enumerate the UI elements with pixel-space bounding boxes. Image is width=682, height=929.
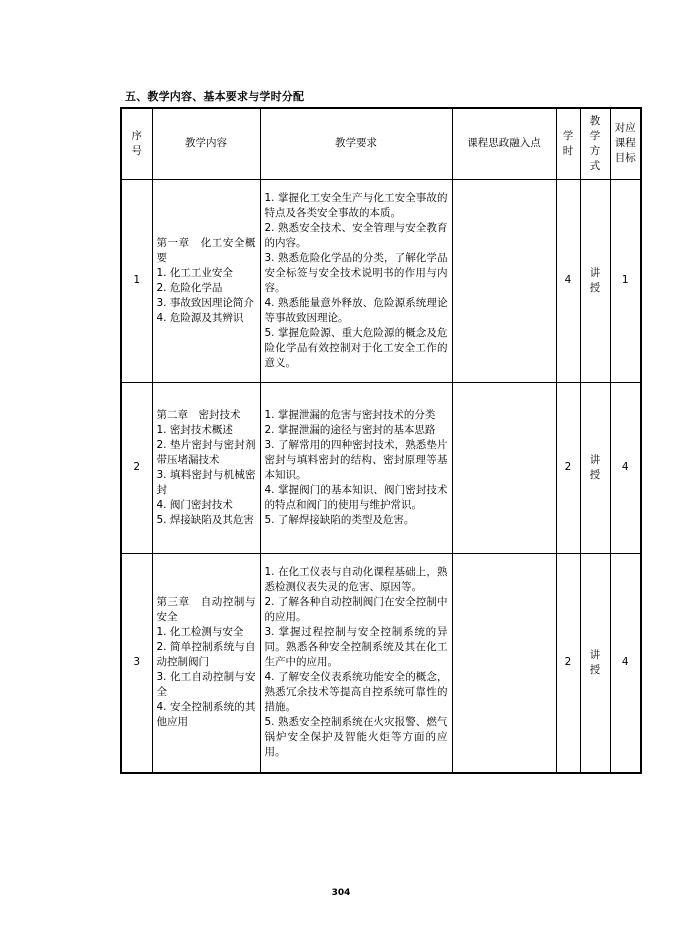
header-ideology: 课程思政融入点 — [452, 108, 556, 179]
row-hours: 2 — [556, 553, 580, 773]
row-goal: 4 — [610, 382, 641, 553]
row-content: 第一章 化工安全概要 1. 化工工业安全 2. 危险化学品 3. 事故致因理论简介 4. 危险源及其辨识 — [152, 179, 260, 382]
page-number: 304 — [331, 888, 351, 898]
header-num: 序 号 — [121, 108, 152, 179]
header-goal: 对应 课程 目标 — [610, 108, 641, 179]
section-title: 五、教学内容、基本要求与学时分配 — [125, 90, 305, 103]
table-row — [121, 179, 641, 382]
row-method: 讲 授 — [580, 553, 610, 773]
row-num: 1 — [121, 179, 152, 382]
row-goal: 1 — [610, 179, 641, 382]
row-requirements: 1. 在化工仪表与自动化课程基础上，熟悉检测仪表失灵的危害、原因等。 2. 了解各种自动控制阀门在安全控制中的应用。 3. 掌握过程控制与安全控制系统的异同。熟悉各种安全控制系统及其在化工生产中的应用。 4. 了解安全仪表系统功能安全的概念，熟悉冗余技术等提高自控系统可靠性的措施。 5. 熟悉安全控制系统在火灾报警、燃气锅炉安全保护及智能火炬等方面的应用。 — [260, 553, 452, 773]
row-method: 讲 授 — [580, 179, 610, 382]
row-hours: 2 — [556, 382, 580, 553]
row-num: 3 — [121, 553, 152, 773]
row-goal: 4 — [610, 553, 641, 773]
row-content: 第三章 自动控制与安全 1. 化工检测与安全 2. 简单控制系统与自动控制阀门 3. 化工自动控制与安全 4. 安全控制系统的其他应用 — [152, 553, 260, 773]
row-num: 2 — [121, 382, 152, 553]
row-requirements: 1. 掌握化工安全生产与化工安全事故的特点及各类安全事故的本质。 2. 熟悉安全技术、安全管理与安全教育的内容。 3. 熟悉危险化学品的分类，了解化学品安全标签与安全技术说明书的作用与内容。 4. 熟悉能量意外释放、危险源系统理论等事故致因理论。 5. 掌握危险源、重大危险源的概念及危险化学品有效控制对于化工安全工作的意义。 — [260, 179, 452, 382]
header-method: 教 学 方 式 — [580, 108, 610, 179]
row-requirements: 1. 掌握泄漏的危害与密封技术的分类 2. 掌握泄漏的途径与密封的基本思路 3. 了解常用的四种密封技术，熟悉垫片密封与填料密封的结构、密封原理等基本知识。 4. 掌握阀门的基本知识、阀门密封技术的特点和阀门的使用与维护常识。 5. 了解焊接缺陷的类型及危害。 — [260, 382, 452, 553]
header-requirements: 教学要求 — [260, 108, 452, 179]
header-hours: 学 时 — [556, 108, 580, 179]
row-ideology — [452, 553, 556, 773]
table-row — [121, 382, 641, 553]
row-ideology — [452, 382, 556, 553]
row-ideology — [452, 179, 556, 382]
row-content: 第二章 密封技术 1. 密封技术概述 2. 垫片密封与密封剂带压堵漏技术 3. 填料密封与机械密封 4. 阀门密封技术 5. 焊接缺陷及其危害 — [152, 382, 260, 553]
header-content: 教学内容 — [152, 108, 260, 179]
row-method: 讲 授 — [580, 382, 610, 553]
course-content-table — [120, 107, 642, 774]
table-header-row — [121, 108, 641, 179]
row-hours: 4 — [556, 179, 580, 382]
table-row — [121, 553, 641, 773]
